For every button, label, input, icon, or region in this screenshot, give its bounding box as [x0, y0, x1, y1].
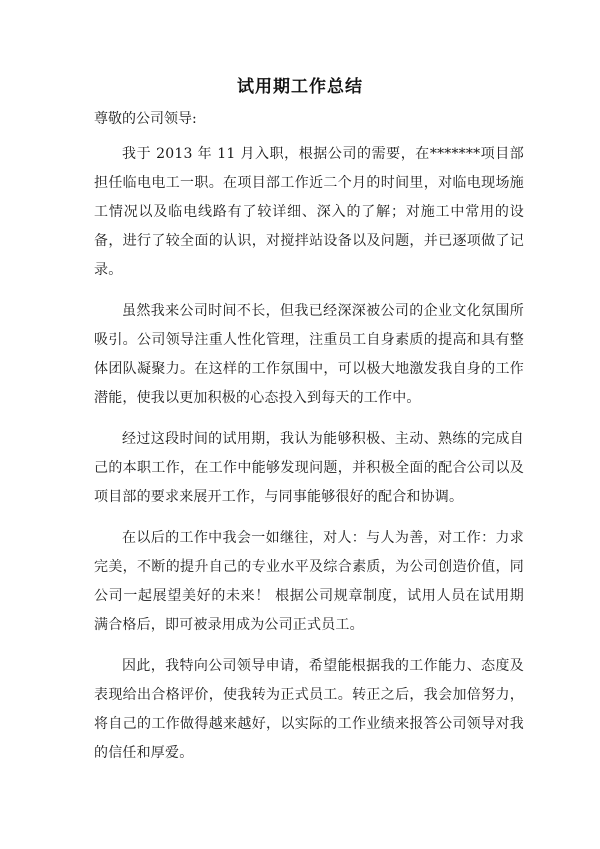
- document-title: 试用期工作总结: [237, 77, 363, 97]
- paragraph-5: 因此，我特向公司领导申请，希望能根据我的工作能力、态度及表现给出合格评价，使我转为正式员工。转正之后，我会加倍努力，将自己的工作做得越来越好，以实际的工作业绩来报答公司领导对我的信任和厚爱。: [94, 658, 524, 761]
- paragraph-2: 虽然我来公司时间不长，但我已经深深被公司的企业文化氛围所吸引。公司领导注重人性化管理，注重员工自身素质的提高和具有整体团队凝聚力。在这样的工作氛围中，可以极大地激发我自身的工作潜能，使我以更加积极的心态投入到每天的工作中。: [94, 303, 524, 406]
- paragraph-3: 经过这段时间的试用期，我认为能够积极、主动、熟练的完成自己的本职工作，在工作中能够发现问题，并积极全面的配合公司以及项目部的要求来展开工作，与同事能够很好的配合和协调。: [94, 431, 524, 505]
- salutation: 尊敬的公司领导:: [94, 111, 197, 127]
- paragraph-4: 在以后的工作中我会一如继往，对人：与人为善，对工作：力求完美，不断的提升自己的专业水平及综合素质，为公司创造价值，同公司一起展望美好的未来！ 根据公司规章制度，试用人员在试用期满合格后，即可被录用成为公司正式员工。: [94, 530, 524, 633]
- document-body: [94, 140, 524, 780]
- paragraph-1: 我于 2013 年 11 月入职，根据公司的需要，在*******项目部担任临电电工一职。在项目部工作近二个月的时间里，对临电现场施工情况以及临电线路有了较详细、深入的了解；对施工中常用的设备，进行了较全面的认识，对搅拌站设备以及问题，并已逐项做了记录。: [94, 146, 524, 278]
